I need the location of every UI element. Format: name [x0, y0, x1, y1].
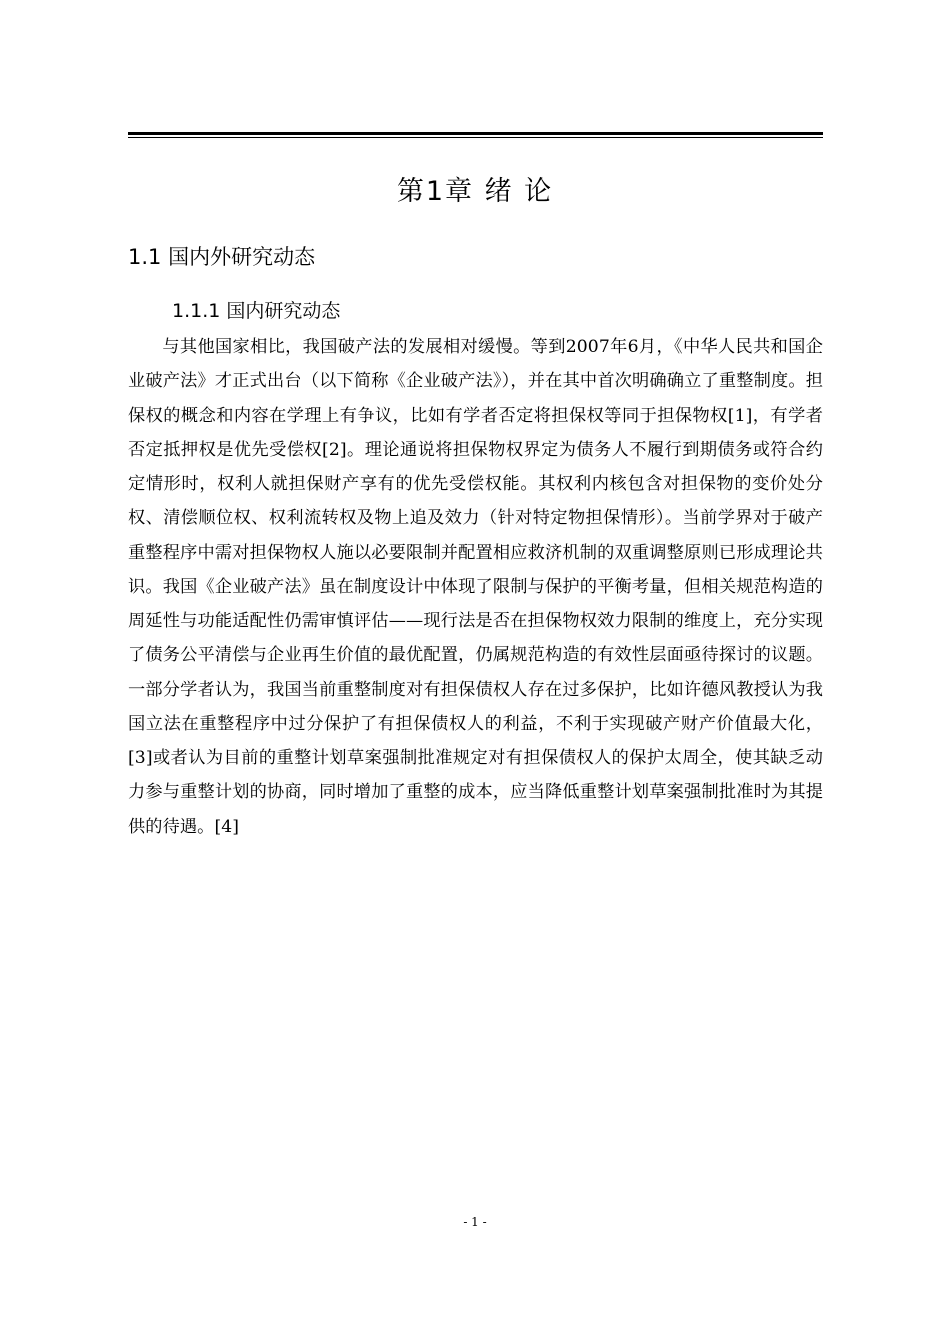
header-rule-thin — [128, 137, 823, 138]
chapter-title: 第1章 绪 论 — [396, 176, 554, 207]
page-number: - 1 - — [463, 1215, 487, 1229]
body-paragraph: 与其他国家相比，我国破产法的发展相对缓慢。等到2007年6月，《中华人民共和国企业破产法》才正式出台（以下简称《企业破产法》），并在其中首次明确确立了重整制度。担保权的概念和内容在学理上有争议，比如有学者否定将担保权等同于担保物权[1]，有学者否定抵押权是优先受偿权[2]。理论通说将担保物权界定为债务人不履行到期债务或符合约定情形时，权利人就担保财产享有的优先受偿权能。其权利内核包含对担保物的变价处分权、清偿顺位权、权利流转权及物上追及效力（针对特定物担保情形）。当前学界对于破产重整程序中需对担保物权人施以必要限制并配置相应救济机制的双重调整原则已形成理论共识。我国《企业破产法》虽在制度设计中体现了限制与保护的平衡考量，但相关规范构造的周延性与功能适配性仍需审慎评估——现行法是否在担保物权效力限制的维度上，充分实现了债务公平清偿与企业再生价值的最优配置，仍属规范构造的有效性层面亟待探讨的议题。一部分学者认为，我国当前重整制度对有担保债权人存在过多保护，比如许德风教授认为我国立法在重整程序中过分保护了有担保债权人的利益，不利于实现破产财产价值最大化，[3]或者认为目前的重整计划草案强制批准规定对有担保债权人的保护太周全，使其缺乏动力参与重整计划的协商，同时增加了重整的成本，应当降低重整计划草案强制批准时为其提供的待遇。[4] — [128, 337, 823, 837]
subsection-heading: 1.1.1 国内研究动态 — [172, 300, 341, 322]
section-heading: 1.1 国内外研究动态 — [128, 245, 316, 269]
header-rule-thick — [128, 132, 823, 135]
